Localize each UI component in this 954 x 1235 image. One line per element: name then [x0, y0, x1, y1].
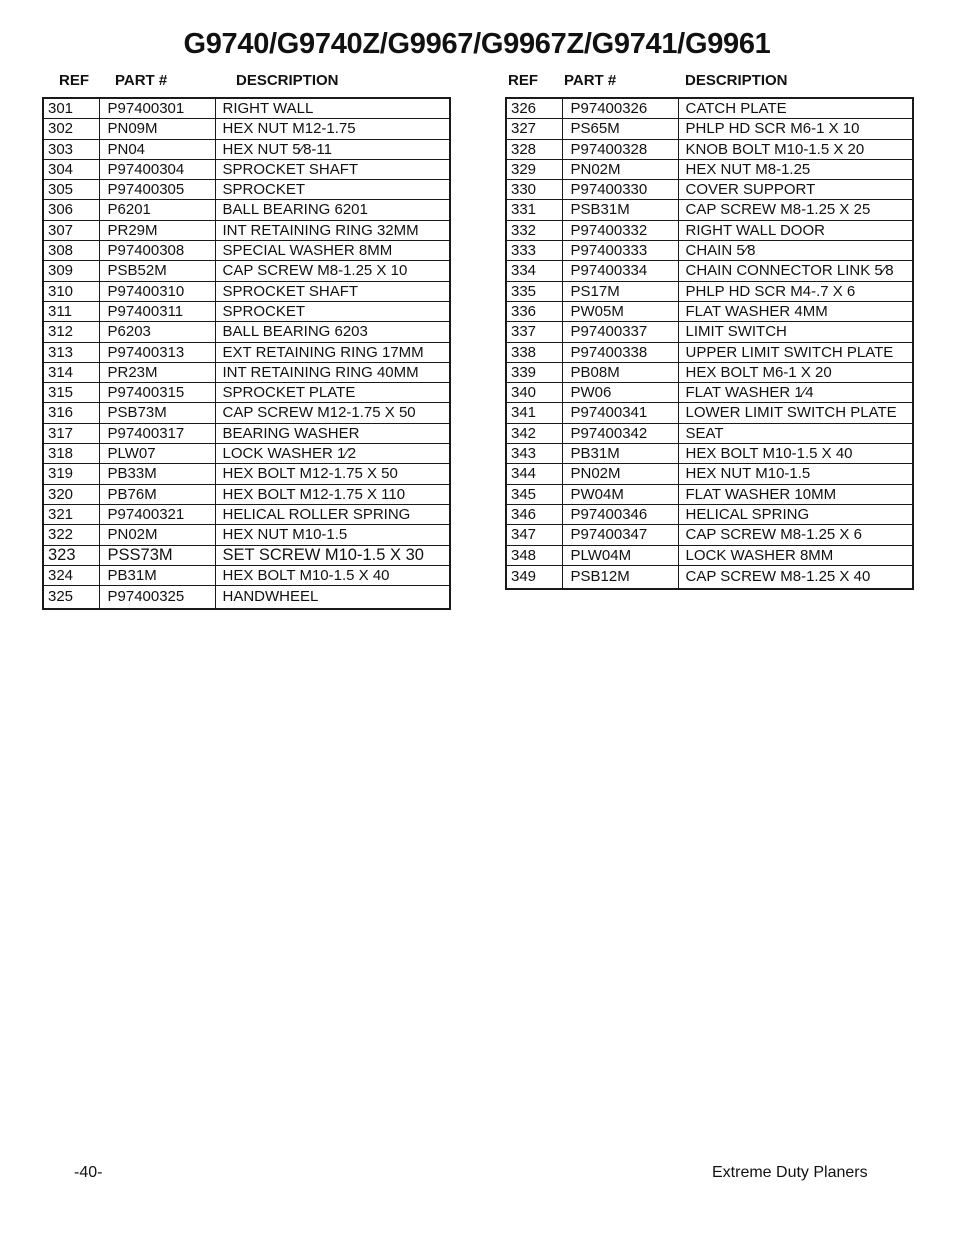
table-row	[506, 464, 913, 484]
description-cell: HEX BOLT M12-1.75 X 50	[215, 464, 450, 484]
ref-cell: 314	[43, 362, 99, 382]
part-number-cell: P97400328	[562, 139, 678, 159]
table-row	[506, 159, 913, 179]
ref-cell: 312	[43, 322, 99, 342]
table-row	[43, 565, 450, 585]
part-number-cell: P97400330	[562, 180, 678, 200]
ref-cell: 307	[43, 220, 99, 240]
description-cell: SPROCKET SHAFT	[215, 281, 450, 301]
part-number-cell: P97400304	[99, 159, 215, 179]
table-row	[43, 444, 450, 464]
ref-cell: 325	[43, 586, 99, 610]
part-number-cell: P97400311	[99, 301, 215, 321]
description-header: DESCRIPTION	[236, 72, 339, 89]
table-row	[506, 281, 913, 301]
table-row	[43, 362, 450, 382]
description-cell: KNOB BOLT M10-1.5 X 20	[678, 139, 913, 159]
description-cell: HANDWHEEL	[215, 586, 450, 610]
description-cell: HELICAL ROLLER SPRING	[215, 504, 450, 524]
description-cell: LOCK WASHER 8MM	[678, 545, 913, 565]
description-cell: HEX BOLT M10-1.5 X 40	[215, 565, 450, 585]
ref-cell: 345	[506, 484, 562, 504]
table-row	[506, 342, 913, 362]
table-row	[506, 139, 913, 159]
ref-cell: 308	[43, 241, 99, 261]
ref-cell: 328	[506, 139, 562, 159]
ref-cell: 327	[506, 119, 562, 139]
part-number-cell: P97400337	[562, 322, 678, 342]
ref-cell: 309	[43, 261, 99, 281]
table-row	[506, 241, 913, 261]
table-row	[43, 241, 450, 261]
table-row	[43, 423, 450, 443]
part-number-cell: PN02M	[99, 525, 215, 545]
ref-cell: 323	[43, 545, 99, 565]
ref-cell: 332	[506, 220, 562, 240]
ref-cell: 304	[43, 159, 99, 179]
part-number-cell: P97400346	[562, 504, 678, 524]
table-row	[506, 383, 913, 403]
ref-cell: 349	[506, 565, 562, 589]
part-number-cell: PSB52M	[99, 261, 215, 281]
description-cell: LOCK WASHER 1⁄2	[215, 444, 450, 464]
ref-cell: 313	[43, 342, 99, 362]
part-number-cell: P97400326	[562, 98, 678, 119]
part-number-cell: P97400321	[99, 504, 215, 524]
description-cell: PHLP HD SCR M4-.7 X 6	[678, 281, 913, 301]
ref-cell: 315	[43, 383, 99, 403]
ref-header: REF	[508, 72, 538, 89]
ref-cell: 316	[43, 403, 99, 423]
description-cell: UPPER LIMIT SWITCH PLATE	[678, 342, 913, 362]
table-row	[506, 504, 913, 524]
table-row	[43, 322, 450, 342]
part-number-header: PART #	[115, 72, 168, 89]
ref-cell: 320	[43, 484, 99, 504]
table-row	[506, 322, 913, 342]
description-cell: CAP SCREW M8-1.25 X 10	[215, 261, 450, 281]
part-number-cell: PSB73M	[99, 403, 215, 423]
page-number: -40-	[74, 1164, 103, 1181]
ref-cell: 319	[43, 464, 99, 484]
description-cell: PHLP HD SCR M6-1 X 10	[678, 119, 913, 139]
part-number-cell: P97400342	[562, 423, 678, 443]
description-cell: SET SCREW M10-1.5 X 30	[215, 545, 450, 565]
table-row	[506, 525, 913, 545]
table-row	[43, 119, 450, 139]
part-number-cell: PR29M	[99, 220, 215, 240]
part-number-cell: P97400301	[99, 98, 215, 119]
table-row	[43, 383, 450, 403]
part-number-cell: PW06	[562, 383, 678, 403]
description-cell: RIGHT WALL	[215, 98, 450, 119]
description-cell: HEX BOLT M12-1.75 X 110	[215, 484, 450, 504]
part-number-cell: PN09M	[99, 119, 215, 139]
table-row	[506, 220, 913, 240]
description-cell: HEX NUT M8-1.25	[678, 159, 913, 179]
table-row	[506, 200, 913, 220]
ref-cell: 311	[43, 301, 99, 321]
part-number-cell: P97400317	[99, 423, 215, 443]
ref-cell: 318	[43, 444, 99, 464]
part-number-cell: P97400338	[562, 342, 678, 362]
ref-cell: 335	[506, 281, 562, 301]
table-row	[506, 423, 913, 443]
description-cell: CAP SCREW M8-1.25 X 6	[678, 525, 913, 545]
description-cell: RIGHT WALL DOOR	[678, 220, 913, 240]
ref-cell: 331	[506, 200, 562, 220]
table-row	[506, 484, 913, 504]
part-number-cell: PB31M	[562, 444, 678, 464]
part-number-cell: PB76M	[99, 484, 215, 504]
ref-cell: 324	[43, 565, 99, 585]
table-row	[506, 261, 913, 281]
part-number-header: PART #	[564, 72, 617, 89]
description-cell: CAP SCREW M12-1.75 X 50	[215, 403, 450, 423]
description-cell: HEX NUT 5⁄8-11	[215, 139, 450, 159]
ref-cell: 326	[506, 98, 562, 119]
description-cell: HEX NUT M10-1.5	[215, 525, 450, 545]
description-cell: CATCH PLATE	[678, 98, 913, 119]
table-row	[43, 403, 450, 423]
ref-cell: 337	[506, 322, 562, 342]
description-cell: SEAT	[678, 423, 913, 443]
description-cell: HEX NUT M10-1.5	[678, 464, 913, 484]
description-cell: SPROCKET PLATE	[215, 383, 450, 403]
description-cell: FLAT WASHER 4MM	[678, 301, 913, 321]
ref-cell: 336	[506, 301, 562, 321]
part-number-cell: P97400305	[99, 180, 215, 200]
ref-cell: 303	[43, 139, 99, 159]
ref-cell: 301	[43, 98, 99, 119]
part-number-cell: PSB12M	[562, 565, 678, 589]
description-cell: CHAIN CONNECTOR LINK 5⁄8	[678, 261, 913, 281]
description-cell: HELICAL SPRING	[678, 504, 913, 524]
description-cell: EXT RETAINING RING 17MM	[215, 342, 450, 362]
table-row	[506, 545, 913, 565]
description-cell: SPROCKET SHAFT	[215, 159, 450, 179]
ref-cell: 344	[506, 464, 562, 484]
table-row	[43, 98, 450, 119]
page-title: G9740/G9740Z/G9967/G9967Z/G9741/G9961	[183, 28, 771, 60]
part-number-cell: P6203	[99, 322, 215, 342]
part-number-cell: PLW07	[99, 444, 215, 464]
table-row	[43, 586, 450, 610]
ref-cell: 339	[506, 362, 562, 382]
right-column-headers	[0, 72, 954, 90]
part-number-cell: P97400347	[562, 525, 678, 545]
table-row	[43, 159, 450, 179]
ref-header: REF	[59, 72, 89, 89]
description-cell: SPROCKET	[215, 180, 450, 200]
ref-cell: 340	[506, 383, 562, 403]
description-cell: BALL BEARING 6203	[215, 322, 450, 342]
description-cell: FLAT WASHER 10MM	[678, 484, 913, 504]
table-row	[43, 484, 450, 504]
ref-cell: 338	[506, 342, 562, 362]
ref-cell: 322	[43, 525, 99, 545]
ref-cell: 343	[506, 444, 562, 464]
table-row	[506, 444, 913, 464]
description-cell: FLAT WASHER 1⁄4	[678, 383, 913, 403]
table-row	[43, 301, 450, 321]
part-number-cell: P97400334	[562, 261, 678, 281]
ref-cell: 306	[43, 200, 99, 220]
description-cell: LIMIT SWITCH	[678, 322, 913, 342]
part-number-cell: P97400333	[562, 241, 678, 261]
table-row	[506, 98, 913, 119]
part-number-cell: P6201	[99, 200, 215, 220]
table-row	[43, 464, 450, 484]
table-row	[43, 545, 450, 565]
description-cell: CHAIN 5⁄8	[678, 241, 913, 261]
part-number-cell: PW05M	[562, 301, 678, 321]
ref-cell: 310	[43, 281, 99, 301]
ref-cell: 302	[43, 119, 99, 139]
ref-cell: 305	[43, 180, 99, 200]
description-cell: LOWER LIMIT SWITCH PLATE	[678, 403, 913, 423]
ref-cell: 330	[506, 180, 562, 200]
part-number-cell: PS65M	[562, 119, 678, 139]
part-number-cell: P97400310	[99, 281, 215, 301]
description-cell: HEX NUT M12-1.75	[215, 119, 450, 139]
ref-cell: 334	[506, 261, 562, 281]
table-row	[43, 220, 450, 240]
description-cell: COVER SUPPORT	[678, 180, 913, 200]
part-number-cell: P97400325	[99, 586, 215, 610]
description-cell: CAP SCREW M8-1.25 X 25	[678, 200, 913, 220]
part-number-cell: PS17M	[562, 281, 678, 301]
part-number-cell: PSB31M	[562, 200, 678, 220]
ref-cell: 342	[506, 423, 562, 443]
table-row	[43, 504, 450, 524]
part-number-cell: PB33M	[99, 464, 215, 484]
table-row	[43, 180, 450, 200]
ref-cell: 347	[506, 525, 562, 545]
document-title: Extreme Duty Planers	[712, 1164, 868, 1181]
right-parts-table	[505, 97, 914, 590]
description-cell: INT RETAINING RING 40MM	[215, 362, 450, 382]
table-row	[43, 261, 450, 281]
table-row	[506, 403, 913, 423]
description-header: DESCRIPTION	[685, 72, 788, 89]
ref-cell: 341	[506, 403, 562, 423]
part-number-cell: PSS73M	[99, 545, 215, 565]
part-number-cell: PN04	[99, 139, 215, 159]
part-number-cell: PB31M	[99, 565, 215, 585]
table-row	[43, 139, 450, 159]
table-row	[506, 362, 913, 382]
ref-cell: 321	[43, 504, 99, 524]
description-cell: CAP SCREW M8-1.25 X 40	[678, 565, 913, 589]
table-row	[43, 200, 450, 220]
part-number-cell: P97400341	[562, 403, 678, 423]
description-cell: INT RETAINING RING 32MM	[215, 220, 450, 240]
table-row	[43, 342, 450, 362]
description-cell: BALL BEARING 6201	[215, 200, 450, 220]
ref-cell: 333	[506, 241, 562, 261]
part-number-cell: P97400332	[562, 220, 678, 240]
part-number-cell: P97400313	[99, 342, 215, 362]
table-row	[506, 301, 913, 321]
ref-cell: 348	[506, 545, 562, 565]
ref-cell: 346	[506, 504, 562, 524]
table-row	[506, 119, 913, 139]
part-number-cell: P97400315	[99, 383, 215, 403]
part-number-cell: PN02M	[562, 159, 678, 179]
table-row	[43, 281, 450, 301]
description-cell: HEX BOLT M10-1.5 X 40	[678, 444, 913, 464]
table-row	[506, 565, 913, 589]
part-number-cell: P97400308	[99, 241, 215, 261]
part-number-cell: PN02M	[562, 464, 678, 484]
part-number-cell: PB08M	[562, 362, 678, 382]
part-number-cell: PR23M	[99, 362, 215, 382]
ref-cell: 317	[43, 423, 99, 443]
part-number-cell: PW04M	[562, 484, 678, 504]
table-row	[43, 525, 450, 545]
description-cell: SPROCKET	[215, 301, 450, 321]
ref-cell: 329	[506, 159, 562, 179]
part-number-cell: PLW04M	[562, 545, 678, 565]
table-row	[506, 180, 913, 200]
left-parts-table	[42, 97, 451, 610]
description-cell: SPECIAL WASHER 8MM	[215, 241, 450, 261]
description-cell: BEARING WASHER	[215, 423, 450, 443]
description-cell: HEX BOLT M6-1 X 20	[678, 362, 913, 382]
